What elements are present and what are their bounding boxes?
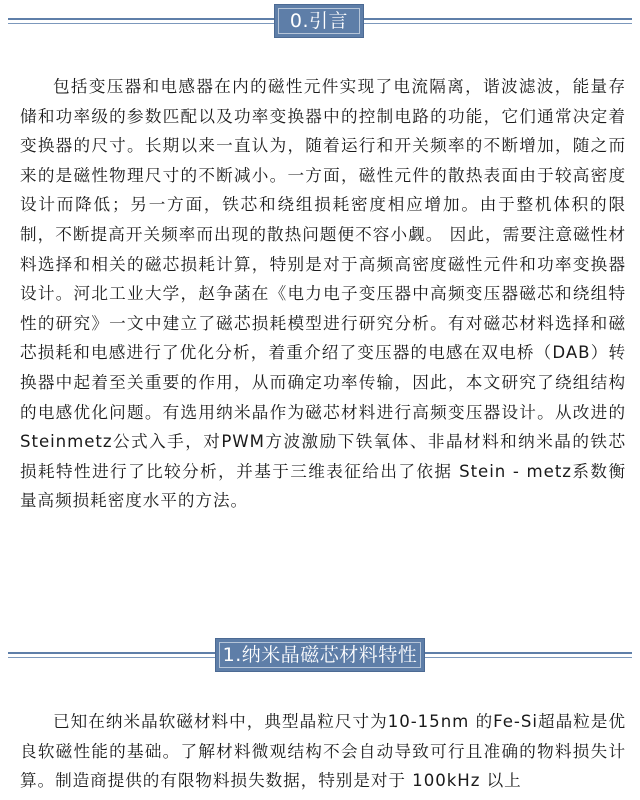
section-paragraph-intro: 包括变压器和电感器在内的磁性元件实现了电流隔离，谐波滤波，能量存储和功率级的参数匹配以及功率变换器中的控制电路的功能，它们通常决定着变换器的尺寸。长期以来一直认为，随着运行和开关频率的不断增加，随之而来的是磁性物理尺寸的不断减小。一方面，磁性元件的散热表面由于较高密度设计而降低；另一方面，铁芯和绕组损耗密度相应增加。由于整机体积的限制，不断提高开关频率而出现的散热问题便不容小觑。 因此，需要注意磁性材料选择和相关的磁芯损耗计算，特别是对于高频高密度磁性元件和功率变换器设计。河北工业大学，赵争菡在《电力电子变压器中高频变压器磁芯和绕组特性的研究》一文中建立了磁芯损耗模型进行研究分析。有对磁芯材料选择和磁芯损耗和电感进行了优化分析，着重介绍了变压器的电感在双电桥（DAB）转换器中起着至关重要的作用，从而确定功率传输，因此，本文研究了绕组结构的电感优化问题。有选用纳米晶作为磁芯材料进行高频变压器设计。从改进的Steinmetz公式入手，对PWM方波激励下铁氧体、非晶材料和纳米晶的铁芯损耗特性进行了比较分析，并基于三维表征给出了依据 Stein - metz系数衡量高频损耗密度水平的方法。 [20,77,626,511]
section-heading: 1.纳米晶磁芯材料特性 [215,638,425,672]
section-paragraph-nanocrystal: 已知在纳米晶软磁材料中，典型晶粒尺寸为10-15nm 的Fe-Si超晶粒是优良软磁性能的基础。了解材料微观结构不会自动导致可行且准确的物料损失计算。制造商提供的有限物料损失数据，特别是对于 100kHz 以上 [20,712,626,791]
section-header-nanocrystal [0,638,640,674]
section-header-intro [0,4,640,40]
section-heading: 0.引言 [274,4,364,38]
